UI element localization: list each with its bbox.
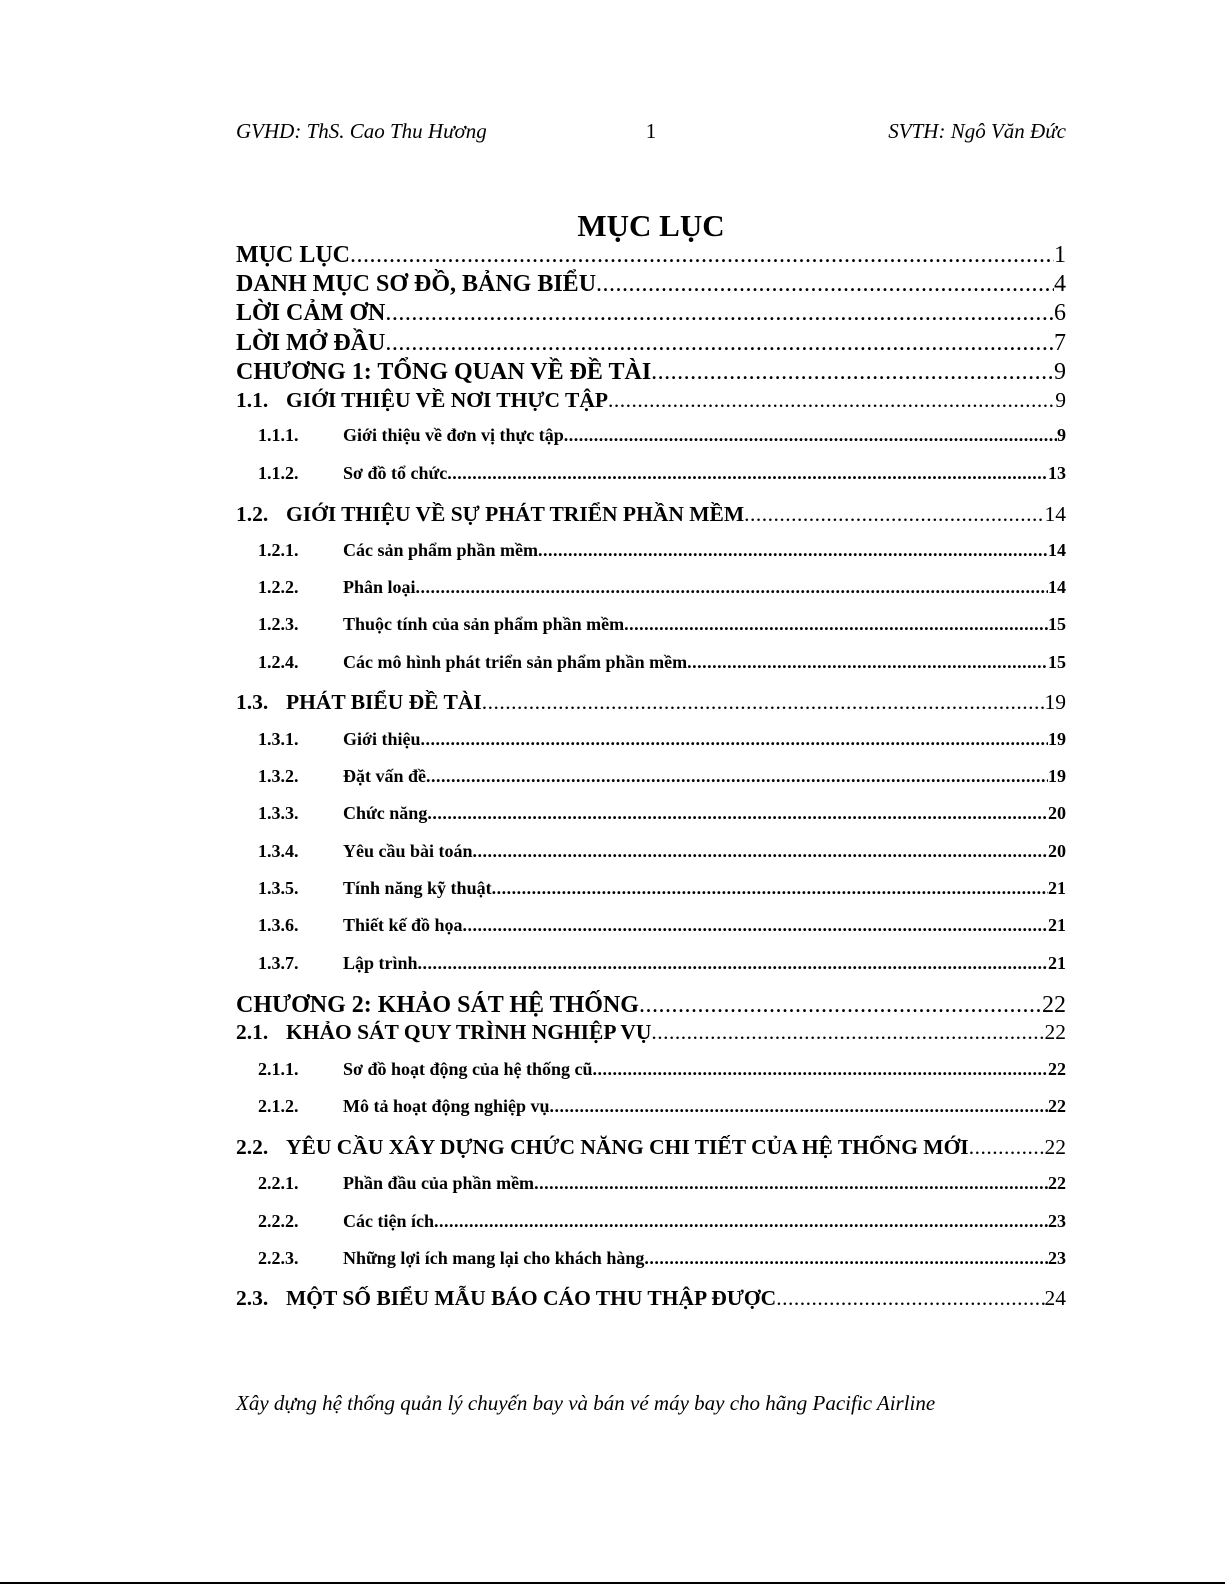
toc-dot-leader bbox=[463, 915, 1048, 936]
toc-entry-page: 7 bbox=[1054, 330, 1066, 356]
toc-entry[interactable] bbox=[236, 540, 1066, 561]
toc-entry-number: 2.1. bbox=[236, 1020, 269, 1044]
toc-entry[interactable] bbox=[236, 915, 1066, 936]
toc-entry-label: Chức năng bbox=[343, 803, 428, 823]
toc-entry-label: Mô tả hoạt động nghiệp vụ bbox=[343, 1096, 550, 1116]
toc-entry-label: MỤC LỤC bbox=[236, 242, 350, 268]
toc-entry-number: 1.3.2. bbox=[258, 766, 299, 786]
page-footer: Xây dựng hệ thống quản lý chuyến bay và bán vé máy bay cho hãng Pacific Airline bbox=[236, 1391, 936, 1415]
toc-dot-leader bbox=[492, 878, 1048, 899]
toc-dot-leader bbox=[385, 330, 1054, 357]
toc-entry-label: Phần đầu của phần mềm bbox=[343, 1173, 535, 1193]
toc-entry-label: GIỚI THIỆU VỀ NƠI THỰC TẬP bbox=[286, 388, 608, 412]
toc-entry-label: CHƯƠNG 2: KHẢO SÁT HỆ THỐNG bbox=[236, 992, 639, 1018]
toc-dot-leader bbox=[608, 388, 1055, 413]
toc-entry-number: 2.3. bbox=[236, 1286, 269, 1310]
toc-entry[interactable] bbox=[236, 271, 1066, 298]
toc-entry[interactable] bbox=[236, 359, 1066, 386]
toc-entry-page: 21 bbox=[1048, 915, 1066, 935]
toc-entry-label: GIỚI THIỆU VỀ SỰ PHÁT TRIỂN PHẦN MỀM bbox=[286, 502, 745, 526]
toc-dot-leader bbox=[427, 803, 1048, 824]
toc-entry-page: 14 bbox=[1044, 502, 1066, 526]
toc-entry-page: 9 bbox=[1057, 425, 1066, 445]
toc-entry-number: 1.3.6. bbox=[258, 915, 299, 935]
toc-dot-leader bbox=[593, 1059, 1048, 1080]
toc-entry-page: 19 bbox=[1048, 766, 1066, 786]
toc-entry-page: 1 bbox=[1054, 242, 1066, 268]
toc-entry-number: 1.3. bbox=[236, 690, 269, 714]
toc-dot-leader bbox=[447, 463, 1048, 484]
toc-entry-label: Giới thiệu về đơn vị thực tập bbox=[343, 425, 564, 445]
toc-entry[interactable] bbox=[236, 1286, 1066, 1311]
toc-dot-leader bbox=[651, 359, 1054, 386]
toc-dot-leader bbox=[564, 425, 1057, 446]
toc-entry[interactable] bbox=[236, 1173, 1066, 1194]
toc-entry[interactable] bbox=[236, 690, 1066, 715]
toc-entry[interactable] bbox=[236, 1096, 1066, 1117]
toc-entry-label: Yêu cầu bài toán bbox=[343, 841, 473, 861]
toc-entry-label: Các tiện ích bbox=[343, 1211, 434, 1231]
toc-entry[interactable] bbox=[236, 878, 1066, 899]
toc-entry[interactable] bbox=[236, 242, 1066, 269]
toc-entry-number: 1.3.4. bbox=[258, 841, 299, 861]
toc-dot-leader bbox=[385, 300, 1054, 327]
toc-dot-leader bbox=[639, 992, 1042, 1019]
toc-entry-number: 2.2.1. bbox=[258, 1173, 299, 1193]
toc-entry-number: 1.2.4. bbox=[258, 652, 299, 672]
toc-entry[interactable] bbox=[236, 992, 1066, 1019]
header-page-number: 1 bbox=[645, 119, 657, 143]
toc-entry-page: 22 bbox=[1048, 1173, 1066, 1193]
toc-entry-label: Tính năng kỹ thuật bbox=[343, 878, 492, 898]
toc-dot-leader bbox=[538, 540, 1048, 561]
toc-entry[interactable] bbox=[236, 841, 1066, 862]
toc-entry-number: 1.2.1. bbox=[258, 540, 299, 560]
toc-entry-page: 23 bbox=[1048, 1248, 1066, 1268]
toc-entry-number: 2.2.3. bbox=[258, 1248, 299, 1268]
toc-entry-label: Các sản phẩm phần mềm bbox=[343, 540, 539, 560]
toc-entry-page: 22 bbox=[1048, 1059, 1066, 1079]
toc-entry-label: Các mô hình phát triển sản phẩm phần mềm bbox=[343, 652, 688, 672]
toc-entry-page: 22 bbox=[1042, 992, 1066, 1018]
toc-entry[interactable] bbox=[236, 1059, 1066, 1080]
toc-entry-number: 2.2. bbox=[236, 1135, 269, 1159]
toc-entry-page: 19 bbox=[1044, 690, 1066, 714]
toc-entry-page: 4 bbox=[1054, 271, 1066, 297]
toc-entry-number: 2.1.2. bbox=[258, 1096, 299, 1116]
toc-entry[interactable] bbox=[236, 300, 1066, 327]
toc-entry[interactable] bbox=[236, 330, 1066, 357]
toc-entry-page: 20 bbox=[1048, 803, 1066, 823]
toc-entry-page: 21 bbox=[1048, 878, 1066, 898]
toc-entry-number: 2.1.1. bbox=[258, 1059, 299, 1079]
toc-entry-number: 1.1.1. bbox=[258, 425, 299, 445]
toc-dot-leader bbox=[744, 502, 1044, 527]
toc-entry-page: 21 bbox=[1048, 953, 1066, 973]
toc-dot-leader bbox=[473, 841, 1048, 862]
toc-entry-page: 20 bbox=[1048, 841, 1066, 861]
toc-entry-page: 23 bbox=[1048, 1211, 1066, 1231]
toc-dot-leader bbox=[350, 242, 1054, 269]
toc-entry-label: YÊU CẦU XÂY DỰNG CHỨC NĂNG CHI TIẾT CỦA HỆ THỐNG MỚI bbox=[286, 1135, 969, 1159]
toc-entry-label: Thiết kế đồ họa bbox=[343, 915, 463, 935]
toc-entry-page: 14 bbox=[1048, 577, 1066, 597]
toc-entry-label: LỜI CẢM ƠN bbox=[236, 300, 386, 326]
toc-entry[interactable] bbox=[236, 1020, 1066, 1045]
toc-dot-leader bbox=[426, 766, 1048, 787]
toc-entry[interactable] bbox=[236, 1248, 1066, 1269]
toc-entry[interactable] bbox=[236, 953, 1066, 974]
toc-dot-leader bbox=[651, 1020, 1044, 1045]
header-student: SVTH: Ngô Văn Đức bbox=[888, 119, 1066, 143]
toc-entry[interactable] bbox=[236, 388, 1066, 413]
toc-entry-label: CHƯƠNG 1: TỔNG QUAN VỀ ĐỀ TÀI bbox=[236, 359, 652, 385]
toc-entry[interactable] bbox=[236, 766, 1066, 787]
toc-entry-label: Đặt vấn đề bbox=[343, 766, 427, 786]
toc-entry-label: Thuộc tính của sản phẩm phần mềm bbox=[343, 614, 625, 634]
header-instructor: GVHD: ThS. Cao Thu Hương bbox=[236, 119, 487, 143]
toc-entry-label: Phân loại bbox=[343, 577, 416, 597]
toc-entry-number: 1.2.3. bbox=[258, 614, 299, 634]
toc-entry-number: 1.2. bbox=[236, 502, 269, 526]
toc-entry-page: 13 bbox=[1048, 463, 1066, 483]
toc-entry-page: 22 bbox=[1044, 1135, 1066, 1159]
toc-title: MỤC LỤC bbox=[577, 208, 725, 243]
toc-entry-page: 22 bbox=[1048, 1096, 1066, 1116]
toc-entry-label: DANH MỤC SƠ ĐỒ, BẢNG BIỂU bbox=[236, 271, 597, 297]
toc-entry-label: LỜI MỞ ĐẦU bbox=[236, 330, 386, 356]
toc-entry-label: Sơ đồ hoạt động của hệ thống cũ bbox=[343, 1059, 593, 1079]
toc-entry[interactable] bbox=[236, 1211, 1066, 1232]
toc-entry-label: Sơ đồ tổ chức bbox=[343, 463, 448, 483]
toc-dot-leader bbox=[534, 1173, 1048, 1194]
toc-dot-leader bbox=[434, 1211, 1048, 1232]
toc-entry-number: 1.3.1. bbox=[258, 729, 299, 749]
toc-entry[interactable] bbox=[236, 577, 1066, 598]
toc-entry-number: 1.1.2. bbox=[258, 463, 299, 483]
toc-entry[interactable] bbox=[236, 729, 1066, 750]
toc-dot-leader bbox=[596, 271, 1054, 298]
toc-entry-page: 14 bbox=[1048, 540, 1066, 560]
toc-dot-leader bbox=[624, 614, 1048, 635]
toc-dot-leader bbox=[550, 1096, 1048, 1117]
toc-dot-leader bbox=[482, 690, 1045, 715]
toc-entry[interactable] bbox=[236, 463, 1066, 484]
toc-entry-page: 15 bbox=[1048, 614, 1066, 634]
toc-dot-leader bbox=[644, 1248, 1048, 1269]
toc-dot-leader bbox=[969, 1135, 1045, 1160]
toc-entry-label: Lập trình bbox=[343, 953, 418, 973]
toc-entry-label: PHÁT BIỂU ĐỀ TÀI bbox=[286, 690, 482, 714]
toc-entry[interactable] bbox=[236, 803, 1066, 824]
toc-entry-number: 1.3.5. bbox=[258, 878, 299, 898]
toc-dot-leader bbox=[418, 953, 1048, 974]
toc-dot-leader bbox=[687, 652, 1048, 673]
toc-entry[interactable] bbox=[236, 614, 1066, 635]
toc-entry-page: 24 bbox=[1044, 1286, 1066, 1310]
toc-entry[interactable] bbox=[236, 652, 1066, 673]
toc-entry-number: 2.2.2. bbox=[258, 1211, 299, 1231]
toc-entry-page: 6 bbox=[1054, 300, 1066, 326]
toc-entry-page: 9 bbox=[1054, 359, 1066, 385]
toc-dot-leader bbox=[420, 729, 1048, 750]
bottom-divider bbox=[0, 1582, 1225, 1584]
toc-entry-number: 1.3.7. bbox=[258, 953, 299, 973]
toc-entry[interactable] bbox=[236, 502, 1066, 527]
toc-entry-number: 1.3.3. bbox=[258, 803, 299, 823]
toc-entry-page: 22 bbox=[1044, 1020, 1066, 1044]
toc-entry-number: 1.2.2. bbox=[258, 577, 299, 597]
toc-entry[interactable] bbox=[236, 425, 1066, 446]
toc-entry-label: Những lợi ích mang lại cho khách hàng bbox=[343, 1248, 645, 1268]
toc-dot-leader bbox=[416, 577, 1048, 598]
toc-entry-number: 1.1. bbox=[236, 388, 269, 412]
toc-entry-label: MỘT SỐ BIỂU MẪU BÁO CÁO THU THẬP ĐƯỢC bbox=[286, 1286, 777, 1310]
toc-dot-leader bbox=[776, 1286, 1044, 1311]
toc-entry-page: 15 bbox=[1048, 652, 1066, 672]
toc-entry-label: Giới thiệu bbox=[343, 729, 421, 749]
toc-entry-page: 19 bbox=[1048, 729, 1066, 749]
toc-entry-label: KHẢO SÁT QUY TRÌNH NGHIỆP VỤ bbox=[286, 1020, 652, 1044]
toc-entry-page: 9 bbox=[1055, 388, 1066, 412]
toc-entry[interactable] bbox=[236, 1135, 1066, 1160]
